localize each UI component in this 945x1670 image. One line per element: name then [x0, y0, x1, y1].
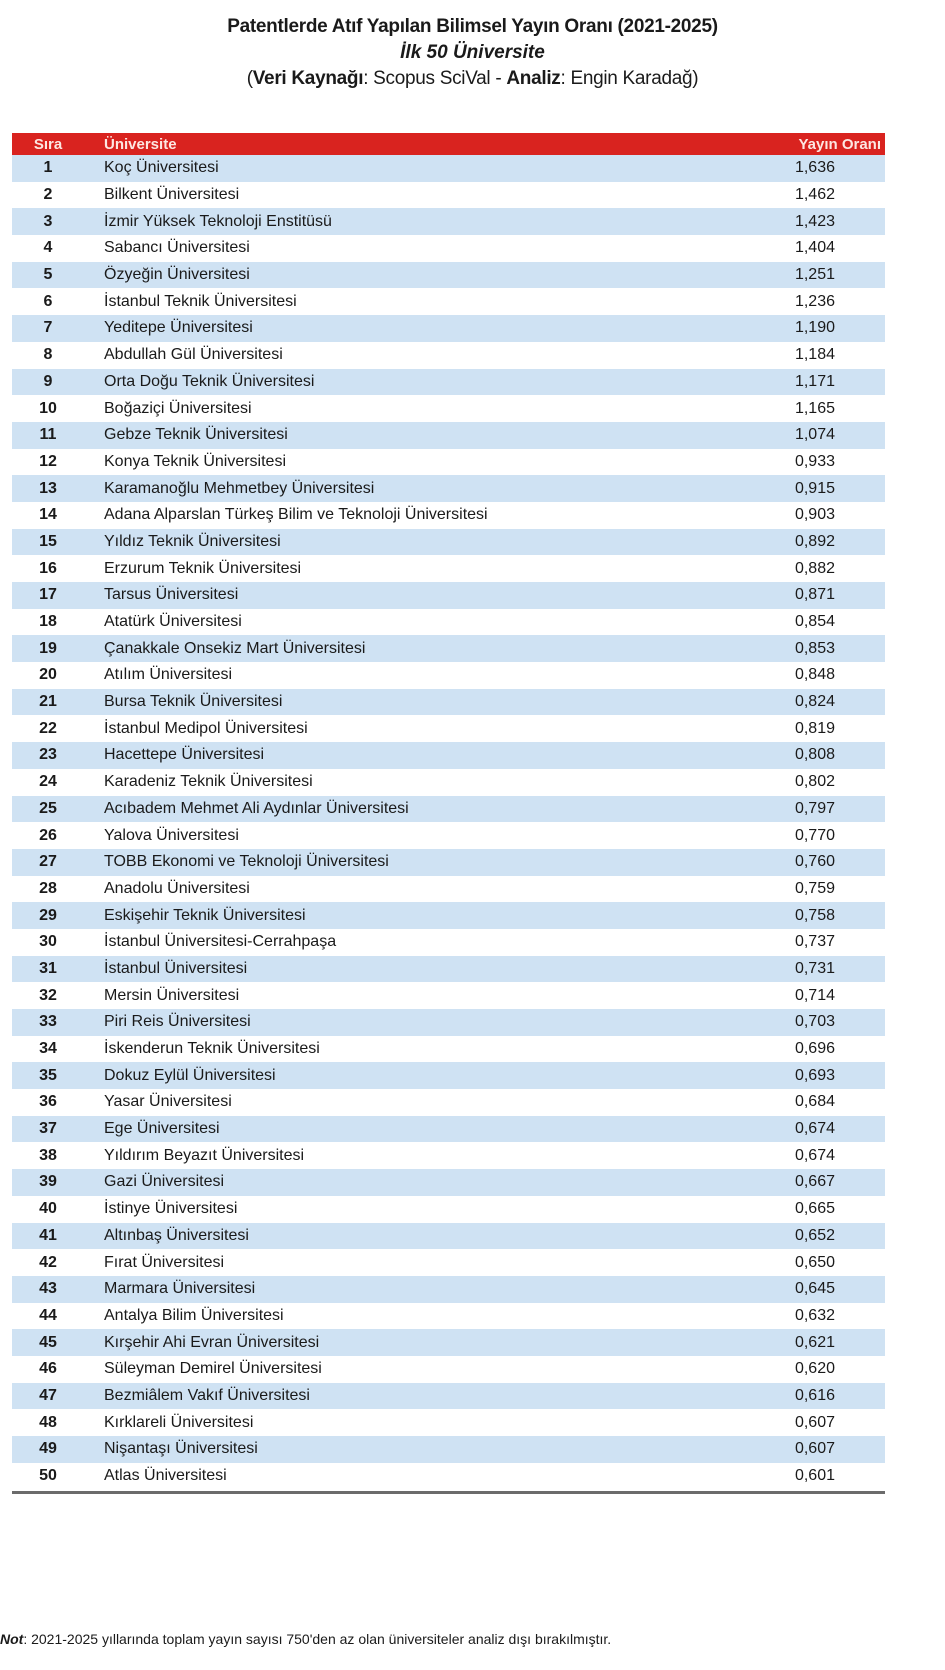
table-row [12, 822, 885, 849]
column-header-rank: Sıra [33, 135, 63, 153]
table-row [12, 1436, 885, 1463]
rank-cell: 22 [39, 719, 57, 737]
note-label: Not [0, 1631, 24, 1647]
rank-cell: 1 [43, 159, 53, 177]
rank-cell: 31 [39, 959, 57, 977]
rank-cell: 42 [39, 1253, 57, 1271]
rate-cell: 0,693 [794, 1066, 835, 1084]
rate-cell: 0,933 [794, 452, 835, 470]
rank-cell: 41 [39, 1226, 57, 1244]
column-header-university: Üniversite [104, 135, 177, 153]
rate-cell: 0,892 [794, 532, 835, 550]
rank-cell: 45 [39, 1333, 57, 1351]
university-cell: Dokuz Eylül Üniversitesi [104, 1066, 276, 1084]
university-cell: Piri Reis Üniversitesi [104, 1013, 251, 1031]
rank-cell: 16 [39, 559, 57, 577]
university-cell: Boğaziçi Üniversitesi [104, 399, 252, 417]
rate-cell: 0,848 [794, 666, 835, 684]
rank-cell: 13 [39, 479, 57, 497]
rank-cell: 39 [39, 1173, 57, 1191]
rate-cell: 0,903 [794, 506, 835, 524]
rate-cell: 1,171 [794, 372, 835, 390]
column-header-rate: Yayın Oranı [798, 135, 881, 153]
rank-cell: 29 [39, 906, 57, 924]
table-row [12, 582, 885, 609]
table-row [12, 315, 885, 342]
rank-cell: 11 [39, 426, 57, 444]
university-cell: Karamanoğlu Mehmetbey Üniversitesi [104, 479, 375, 497]
university-cell: Marmara Üniversitesi [104, 1280, 256, 1298]
rank-cell: 49 [39, 1440, 57, 1458]
university-cell: Bezmiâlem Vakıf Üniversitesi [104, 1386, 310, 1404]
rate-cell: 0,759 [794, 879, 835, 897]
rate-cell: 0,684 [794, 1093, 835, 1111]
rate-cell: 1,184 [794, 346, 835, 364]
rate-cell: 0,665 [794, 1200, 835, 1218]
university-cell: Atatürk Üniversitesi [104, 613, 242, 631]
table-row [12, 982, 885, 1009]
rank-cell: 3 [43, 212, 53, 230]
rank-cell: 33 [39, 1013, 57, 1031]
rate-cell: 0,652 [794, 1226, 835, 1244]
university-cell: Yasar Üniversitesi [104, 1093, 232, 1111]
footnote [0, 1631, 611, 1647]
rate-cell: 0,714 [794, 986, 835, 1004]
rank-cell: 7 [43, 319, 53, 337]
rank-cell: 20 [39, 666, 57, 684]
rate-cell: 1,462 [794, 186, 835, 204]
rank-cell: 43 [39, 1280, 57, 1298]
analysis-label: Analiz [506, 68, 561, 89]
university-cell: Nişantaşı Üniversitesi [104, 1440, 258, 1458]
rank-cell: 36 [39, 1093, 57, 1111]
rate-cell: 0,770 [794, 826, 835, 844]
table-row [12, 1303, 885, 1330]
university-cell: Yeditepe Üniversitesi [104, 319, 253, 337]
table-row [12, 609, 885, 636]
rate-cell: 0,645 [794, 1280, 835, 1298]
table-row [12, 662, 885, 689]
rate-cell: 1,404 [794, 239, 835, 257]
rate-cell: 0,696 [794, 1040, 835, 1058]
table-row [12, 502, 885, 529]
rank-cell: 25 [39, 799, 57, 817]
rank-cell: 47 [39, 1386, 57, 1404]
analysis-value: : Engin Karadağ) [560, 68, 699, 89]
rank-cell: 5 [43, 266, 53, 284]
table-row [12, 475, 885, 502]
table-row [12, 262, 885, 289]
source-label: Veri Kaynağı [252, 68, 364, 89]
table-row [12, 849, 885, 876]
university-cell: Çanakkale Onsekiz Mart Üniversitesi [104, 639, 366, 657]
university-cell: İstanbul Teknik Üniversitesi [104, 292, 297, 310]
university-cell: Sabancı Üniversitesi [104, 239, 250, 257]
rank-cell: 10 [39, 399, 57, 417]
university-cell: Orta Doğu Teknik Üniversitesi [104, 372, 315, 390]
university-cell: Ege Üniversitesi [104, 1120, 220, 1138]
rate-cell: 0,758 [794, 906, 835, 924]
university-cell: İstanbul Üniversitesi-Cerrahpaşa [104, 933, 337, 951]
table-row [12, 1169, 885, 1196]
table-row [12, 1249, 885, 1276]
table-row [12, 1383, 885, 1410]
university-cell: İskenderun Teknik Üniversitesi [104, 1040, 320, 1058]
rate-cell: 0,607 [794, 1440, 835, 1458]
table-row [12, 689, 885, 716]
university-cell: Konya Teknik Üniversitesi [104, 452, 287, 470]
title-block [0, 14, 945, 92]
table-row [12, 342, 885, 369]
university-cell: Adana Alparslan Türkeş Bilim ve Teknoloji Üniversitesi [104, 506, 488, 524]
ranking-table [12, 133, 885, 1494]
note-text: : 2021-2025 yıllarında toplam yayın sayısı 750'den az olan üniversiteler analiz dışı bırakılmıştır. [23, 1631, 612, 1647]
page-title: Patentlerde Atıf Yapılan Bilimsel Yayın Oranı (2021-2025) [227, 16, 718, 37]
table-bottom-rule [12, 1491, 885, 1494]
rate-cell: 0,853 [794, 639, 835, 657]
university-cell: Eskişehir Teknik Üniversitesi [104, 906, 306, 924]
rank-cell: 46 [39, 1360, 57, 1378]
rate-cell: 1,190 [794, 319, 835, 337]
university-cell: Gebze Teknik Üniversitesi [104, 426, 288, 444]
rank-cell: 30 [39, 933, 57, 951]
rank-cell: 21 [39, 693, 57, 711]
rank-cell: 35 [39, 1066, 57, 1084]
table-row [12, 235, 885, 262]
rate-cell: 0,607 [794, 1413, 835, 1431]
rate-cell: 1,423 [794, 212, 835, 230]
page-subtitle: İlk 50 Üniversite [400, 42, 545, 63]
table-row [12, 182, 885, 209]
university-cell: İstinye Üniversitesi [104, 1200, 238, 1218]
rate-cell: 0,797 [794, 799, 835, 817]
university-cell: İzmir Yüksek Teknoloji Enstitüsü [104, 212, 332, 230]
rate-cell: 0,621 [794, 1333, 835, 1351]
table-row [12, 876, 885, 903]
table-row [12, 555, 885, 582]
table-row [12, 956, 885, 983]
university-cell: Antalya Bilim Üniversitesi [104, 1306, 284, 1324]
rate-cell: 1,251 [794, 266, 835, 284]
rank-cell: 14 [39, 506, 57, 524]
university-cell: Bursa Teknik Üniversitesi [104, 693, 283, 711]
source-line: (Veri Kaynağı: Scopus SciVal - Analiz: Engin Karadağ) [246, 68, 699, 89]
table-row [12, 715, 885, 742]
university-cell: Kırşehir Ahi Evran Üniversitesi [104, 1333, 320, 1351]
university-cell: Yalova Üniversitesi [104, 826, 239, 844]
table-row [12, 529, 885, 556]
table-row [12, 155, 885, 182]
table-row [12, 422, 885, 449]
university-cell: Fırat Üniversitesi [104, 1253, 225, 1271]
table-row [12, 288, 885, 315]
rate-cell: 0,802 [794, 773, 835, 791]
rank-cell: 17 [39, 586, 57, 604]
rate-cell: 1,236 [794, 292, 835, 310]
rank-cell: 23 [39, 746, 57, 764]
table-row [12, 796, 885, 823]
university-cell: Atılım Üniversitesi [104, 666, 233, 684]
university-cell: Anadolu Üniversitesi [104, 879, 250, 897]
rank-cell: 8 [43, 346, 53, 364]
rank-cell: 19 [39, 639, 57, 657]
rank-cell: 18 [39, 613, 57, 631]
table-body [12, 155, 885, 1489]
table-row [12, 635, 885, 662]
rate-cell: 0,915 [794, 479, 835, 497]
table-row [12, 208, 885, 235]
rate-cell: 0,616 [794, 1386, 835, 1404]
rate-cell: 0,674 [794, 1146, 835, 1164]
rate-cell: 0,703 [794, 1013, 835, 1031]
rank-cell: 27 [39, 853, 57, 871]
university-cell: Atlas Üniversitesi [104, 1467, 227, 1485]
table-row [12, 395, 885, 422]
university-cell: Yıldırım Beyazıt Üniversitesi [104, 1146, 305, 1164]
university-cell: TOBB Ekonomi ve Teknoloji Üniversitesi [104, 853, 389, 871]
rank-cell: 24 [39, 773, 57, 791]
source-value: : Scopus SciVal - [363, 68, 507, 89]
rate-cell: 0,632 [794, 1306, 835, 1324]
university-cell: Koç Üniversitesi [104, 159, 219, 177]
table-row [12, 742, 885, 769]
table-row [12, 1116, 885, 1143]
university-cell: Yıldız Teknik Üniversitesi [104, 532, 281, 550]
table-row [12, 769, 885, 796]
rank-cell: 2 [43, 186, 53, 204]
rank-cell: 48 [39, 1413, 57, 1431]
rank-cell: 26 [39, 826, 57, 844]
rate-cell: 0,650 [794, 1253, 835, 1271]
rate-cell: 0,601 [794, 1467, 835, 1485]
university-cell: Bilkent Üniversitesi [104, 186, 240, 204]
table-row [12, 1409, 885, 1436]
rate-cell: 1,165 [794, 399, 835, 417]
university-cell: Özyeğin Üniversitesi [104, 266, 250, 284]
rate-cell: 1,636 [794, 159, 835, 177]
university-cell: İstanbul Üniversitesi [104, 959, 248, 977]
university-cell: Süleyman Demirel Üniversitesi [104, 1360, 322, 1378]
rank-cell: 34 [39, 1040, 57, 1058]
rank-cell: 15 [39, 532, 57, 550]
table-row [12, 1036, 885, 1063]
rate-cell: 0,731 [794, 959, 835, 977]
rate-cell: 0,819 [794, 719, 835, 737]
table-row [12, 369, 885, 396]
rate-cell: 0,760 [794, 853, 835, 871]
university-cell: Acıbadem Mehmet Ali Aydınlar Üniversitesi [104, 799, 409, 817]
rank-cell: 12 [39, 452, 57, 470]
rank-cell: 50 [39, 1467, 57, 1485]
table-row [12, 1329, 885, 1356]
university-cell: Gazi Üniversitesi [104, 1173, 225, 1191]
rank-cell: 6 [43, 292, 53, 310]
table-row [12, 1276, 885, 1303]
university-cell: Altınbaş Üniversitesi [104, 1226, 249, 1244]
rank-cell: 4 [43, 239, 53, 257]
table-row [12, 1463, 885, 1490]
rate-cell: 1,074 [794, 426, 835, 444]
table-row [12, 902, 885, 929]
rate-cell: 0,667 [794, 1173, 835, 1191]
rate-cell: 0,854 [794, 613, 835, 631]
rank-cell: 37 [39, 1120, 57, 1138]
table-row [12, 1089, 885, 1116]
university-cell: Tarsus Üniversitesi [104, 586, 239, 604]
table-row [12, 449, 885, 476]
rate-cell: 0,620 [794, 1360, 835, 1378]
table-row [12, 1062, 885, 1089]
rate-cell: 0,808 [794, 746, 835, 764]
university-cell: Hacettepe Üniversitesi [104, 746, 265, 764]
university-cell: Erzurum Teknik Üniversitesi [104, 559, 302, 577]
university-cell: Abdullah Gül Üniversitesi [104, 346, 283, 364]
table-header [12, 133, 885, 155]
table-row [12, 1223, 885, 1250]
rate-cell: 0,674 [794, 1120, 835, 1138]
rank-cell: 28 [39, 879, 57, 897]
university-cell: Karadeniz Teknik Üniversitesi [104, 773, 313, 791]
table-row [12, 1196, 885, 1223]
university-cell: Mersin Üniversitesi [104, 986, 240, 1004]
table-row [12, 1356, 885, 1383]
rank-cell: 9 [43, 372, 53, 390]
table-row [12, 1009, 885, 1036]
rate-cell: 0,737 [794, 933, 835, 951]
rate-cell: 0,871 [794, 586, 835, 604]
rank-cell: 38 [39, 1146, 57, 1164]
table-row [12, 1142, 885, 1169]
university-cell: İstanbul Medipol Üniversitesi [104, 719, 308, 737]
rank-cell: 44 [39, 1306, 57, 1324]
rate-cell: 0,882 [794, 559, 835, 577]
university-cell: Kırklareli Üniversitesi [104, 1413, 254, 1431]
rank-cell: 32 [39, 986, 57, 1004]
table-row [12, 929, 885, 956]
rate-cell: 0,824 [794, 693, 835, 711]
rank-cell: 40 [39, 1200, 57, 1218]
